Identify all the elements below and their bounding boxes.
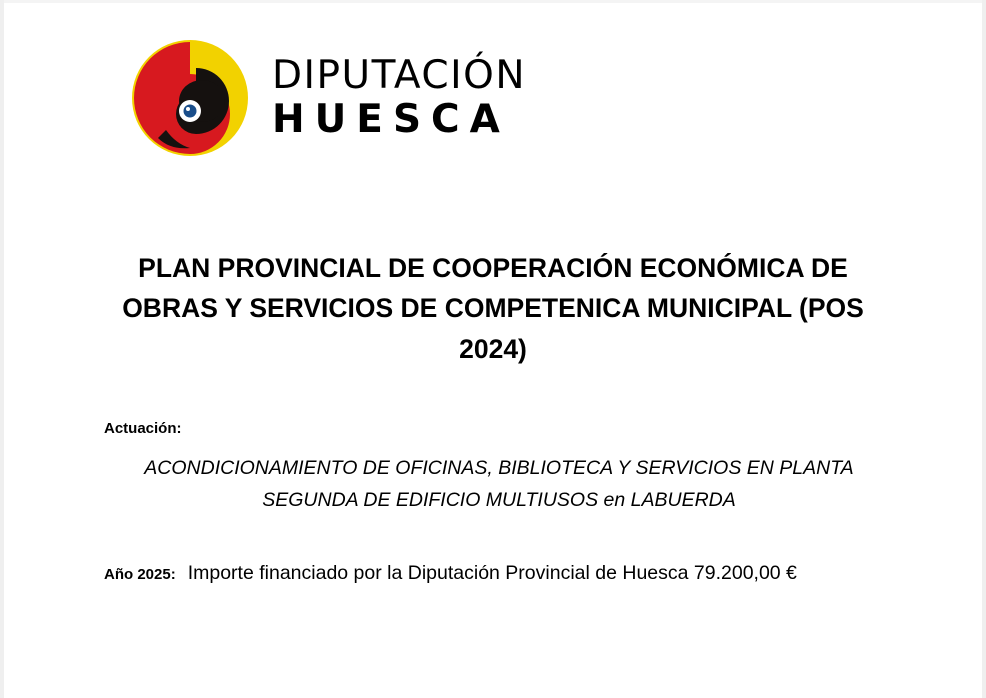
logo-line-diputacion: DIPUTACIÓN xyxy=(272,53,526,99)
page-title: PLAN PROVINCIAL DE COOPERACIÓN ECONÓMICA DE OBRAS Y SERVICIOS DE COMPETENICA MUNICIPAL (POS 2024) xyxy=(122,253,864,364)
financing-row xyxy=(104,562,797,585)
page-edge-top xyxy=(0,0,986,3)
logo-wordmark xyxy=(272,53,526,142)
actuacion-label: Actuación: xyxy=(104,420,182,437)
amount-text: Importe financiado por la Diputación Provincial de Huesca 79.200,00 € xyxy=(187,562,797,584)
actuacion-text: ACONDICIONAMIENTO DE OFICINAS, BIBLIOTECA Y SERVICIOS EN PLANTA SEGUNDA DE EDIFICIO MULTIUSOS en LABUERDA xyxy=(144,457,854,512)
diputacion-huesca-logo-icon xyxy=(130,38,250,158)
year-label: Año 2025: xyxy=(104,566,176,583)
logo-line-huesca: HUESCA xyxy=(272,97,510,142)
logo-block xyxy=(130,38,526,158)
page-edge-right xyxy=(982,0,986,698)
page-edge-left xyxy=(0,0,4,698)
